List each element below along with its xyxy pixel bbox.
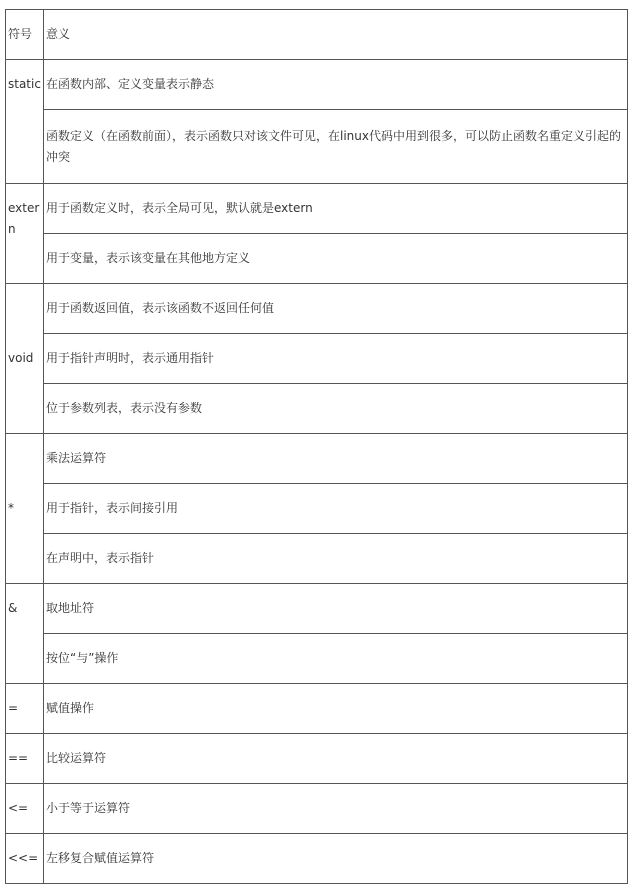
table-row — [6, 234, 628, 284]
meaning-cell: 比较运算符 — [44, 734, 628, 784]
meaning-cell: 用于函数返回值，表示该函数不返回任何值 — [44, 284, 628, 334]
meaning-cell: 在函数内部、定义变量表示静态 — [44, 60, 628, 110]
table-row — [6, 634, 628, 684]
table-row — [6, 484, 628, 534]
meaning-cell: 按位“与”操作 — [44, 634, 628, 684]
table-row — [6, 384, 628, 434]
table-row — [6, 534, 628, 584]
symbol-less-equal: <= — [6, 784, 44, 834]
symbol-asterisk: * — [6, 434, 44, 584]
table-row — [6, 110, 628, 184]
meaning-cell: 用于指针声明时，表示通用指针 — [44, 334, 628, 384]
table-row — [6, 334, 628, 384]
table-row — [6, 284, 628, 334]
table-row — [6, 584, 628, 634]
symbol-assign: = — [6, 684, 44, 734]
symbol-static: static — [6, 60, 44, 184]
header-symbol: 符号 — [6, 10, 44, 60]
meaning-cell: 左移复合赋值运算符 — [44, 834, 628, 884]
symbol-meaning-table — [5, 9, 628, 884]
symbol-equal: == — [6, 734, 44, 784]
meaning-cell: 用于变量，表示该变量在其他地方定义 — [44, 234, 628, 284]
meaning-cell: 在声明中，表示指针 — [44, 534, 628, 584]
table-row — [6, 184, 628, 234]
meaning-cell: 用于指针，表示间接引用 — [44, 484, 628, 534]
header-meaning: 意义 — [44, 10, 628, 60]
symbol-shift-assign: <<= — [6, 834, 44, 884]
meaning-cell: 用于函数定义时，表示全局可见，默认就是extern — [44, 184, 628, 234]
table-row — [6, 434, 628, 484]
meaning-cell: 乘法运算符 — [44, 434, 628, 484]
meaning-cell: 位于参数列表，表示没有参数 — [44, 384, 628, 434]
meaning-cell: 函数定义（在函数前面），表示函数只对该文件可见，在linux代码中用到很多，可以防止函数名重定义引起的冲突 — [44, 110, 628, 184]
table-row — [6, 684, 628, 734]
meaning-cell: 取地址符 — [44, 584, 628, 634]
table-row — [6, 784, 628, 834]
meaning-cell: 小于等于运算符 — [44, 784, 628, 834]
table-row — [6, 734, 628, 784]
table-row — [6, 834, 628, 884]
table-header-row — [6, 10, 628, 60]
symbol-ampersand: & — [6, 584, 44, 684]
meaning-cell: 赋值操作 — [44, 684, 628, 734]
symbol-extern: extern — [6, 184, 44, 284]
symbol-void: void — [6, 284, 44, 434]
table-row — [6, 60, 628, 110]
